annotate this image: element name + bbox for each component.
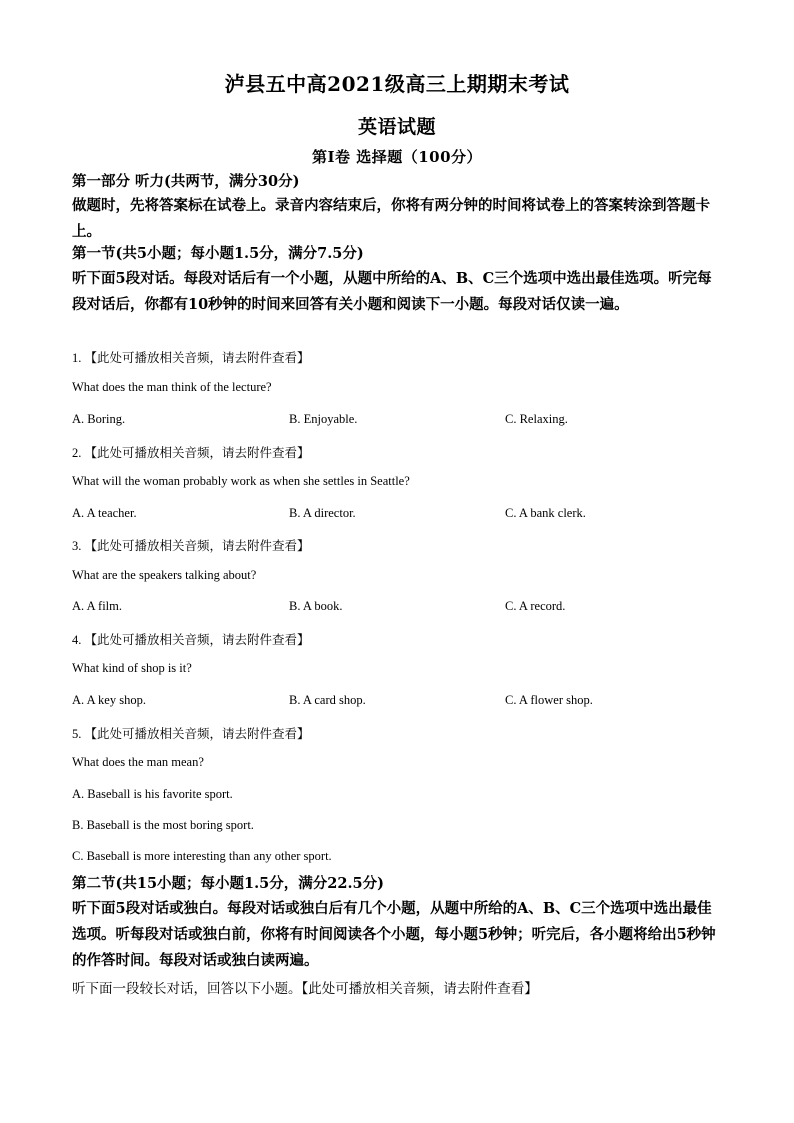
option-c: C. A bank clerk. bbox=[505, 506, 586, 520]
option-c: C. Baseball is more interesting than any other sport. bbox=[72, 849, 332, 863]
exam-title: 泸县五中高2021级高三上期期末考试 bbox=[224, 72, 570, 96]
audio-link[interactable]: 4. 【此处可播放相关音频，请去附件查看】 bbox=[72, 633, 310, 647]
option-a: A. A key shop. bbox=[72, 693, 146, 707]
lead-in-text[interactable]: 听下面一段较长对话，回答以下小题。【此处可播放相关音频，请去附件查看】 bbox=[72, 981, 538, 997]
option-c: C. Relaxing. bbox=[505, 412, 568, 426]
option-b: B. A book. bbox=[289, 599, 343, 613]
option-a: A. A teacher. bbox=[72, 506, 137, 520]
option-a: A. Boring. bbox=[72, 412, 126, 426]
option-b: B. A card shop. bbox=[289, 693, 366, 707]
audio-link[interactable]: 2. 【此处可播放相关音频，请去附件查看】 bbox=[72, 446, 310, 460]
option-b: B. Enjoyable. bbox=[289, 412, 358, 426]
part1-heading: 第一部分 听力(共两节，满分30分) bbox=[72, 173, 300, 190]
option-c: C. A flower shop. bbox=[505, 693, 593, 707]
volume-title: 第I卷 选择题（100分） bbox=[311, 148, 483, 166]
option-c: C. A record. bbox=[505, 599, 566, 613]
audio-link[interactable]: 1. 【此处可播放相关音频，请去附件查看】 bbox=[72, 351, 310, 365]
question-text: What does the man think of the lecture? bbox=[72, 380, 272, 394]
section1-instruction: 听下面5段对话。每段对话后有一个小题，从题中所给的A、B、C三个选项中选出最佳选项。听完每段对话后，你都有10秒钟的时间来回答有关小题和阅读下一小题。每段对话仅读一遍。 bbox=[72, 270, 712, 313]
question-text: What will the woman probably work as when she settles in Seattle? bbox=[72, 474, 410, 488]
section2-heading: 第二节(共15小题；每小题1.5分，满分22.5分) bbox=[72, 875, 384, 892]
question-text: What kind of shop is it? bbox=[72, 661, 192, 675]
section2-instruction: 听下面5段对话或独白。每段对话或独白后有几个小题，从题中所给的A、B、C三个选项中选出最佳选项。听每段对话或独白前，你将有时间阅读各个小题，每小题5秒钟；听完后，各小题将给出5秒钟的作答时间。每段对话或独白读两遍。 bbox=[72, 900, 716, 969]
option-a: A. Baseball is his favorite sport. bbox=[72, 787, 233, 801]
option-b: B. Baseball is the most boring sport. bbox=[72, 818, 254, 832]
subject-title: 英语试题 bbox=[357, 116, 436, 138]
option-b: B. A director. bbox=[289, 506, 356, 520]
audio-link[interactable]: 3. 【此处可播放相关音频，请去附件查看】 bbox=[72, 539, 310, 553]
question-text: What are the speakers talking about? bbox=[72, 568, 257, 582]
part1-instruction: 做题时，先将答案标在试卷上。录音内容结束后，你将有两分钟的时间将试卷上的答案转涂到答题卡上。 bbox=[72, 197, 710, 240]
question-text: What does the man mean? bbox=[72, 755, 204, 769]
audio-link[interactable]: 5. 【此处可播放相关音频，请去附件查看】 bbox=[72, 727, 310, 741]
option-a: A. A film. bbox=[72, 599, 123, 613]
section1-heading: 第一节(共5小题；每小题1.5分，满分7.5分) bbox=[72, 245, 364, 262]
